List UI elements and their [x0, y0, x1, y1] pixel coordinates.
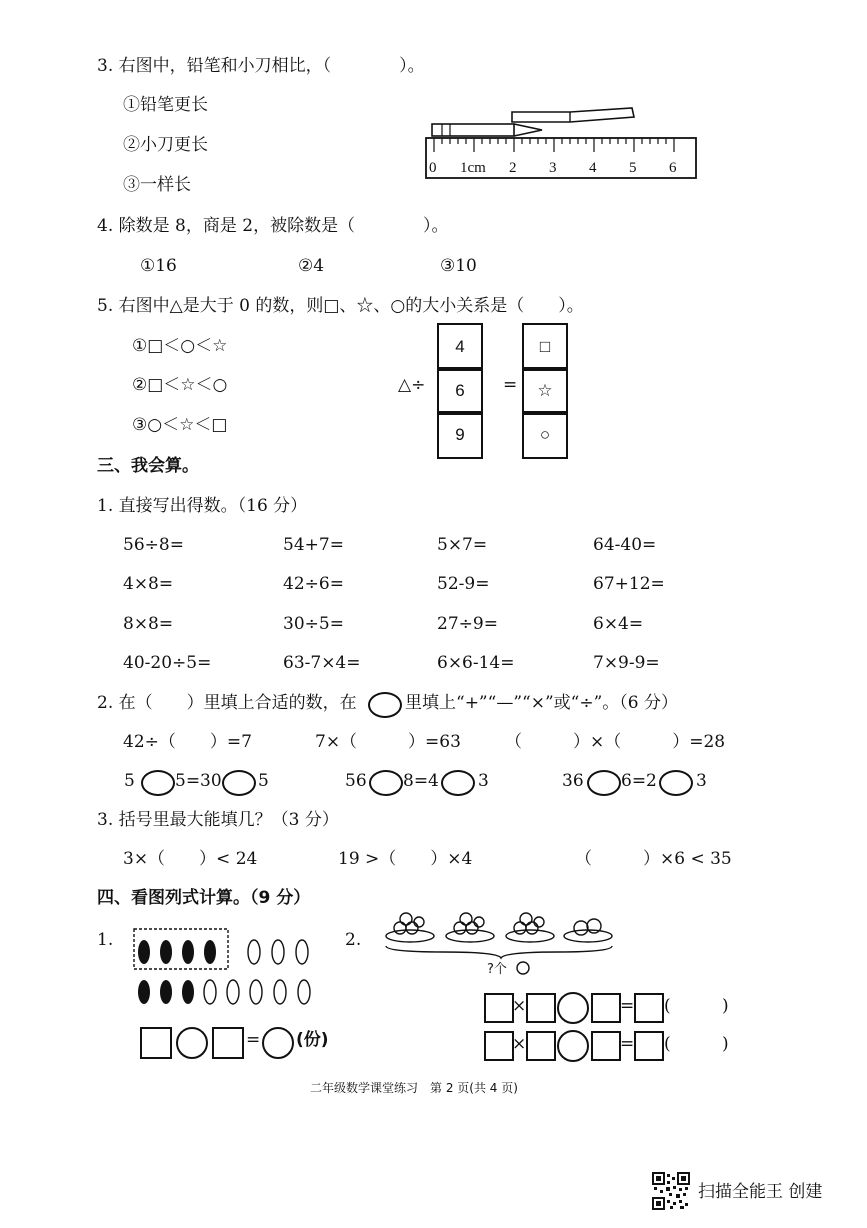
- operator-oval[interactable]: [441, 770, 475, 796]
- ruler-tick-3: 3: [549, 160, 557, 176]
- page-footer: 二年级数学课堂练习 第 2 页(共 4 页): [310, 1081, 518, 1095]
- q5-col2-cell: ○: [522, 411, 568, 459]
- calc-item: 5×7=: [437, 535, 488, 555]
- operator-circle[interactable]: [176, 1027, 208, 1059]
- operator-oval[interactable]: [141, 770, 175, 796]
- q5-option-3: ③○＜☆＜□: [132, 415, 228, 435]
- q5-col2-cell: □: [522, 323, 568, 371]
- q4-option-2: ②4: [298, 256, 325, 276]
- answer-box[interactable]: [591, 993, 621, 1023]
- calc-item: 67+12=: [593, 574, 665, 594]
- answer-box[interactable]: [526, 1031, 556, 1061]
- q5-option-2: ②□＜☆＜○: [132, 375, 228, 395]
- fill-item: 42÷（ ）=7: [123, 732, 252, 752]
- calc-item: 56÷8=: [123, 535, 184, 555]
- sec3-p1-stem: 1. 直接写出得数。（16 分）: [97, 496, 308, 516]
- operator-oval[interactable]: [587, 770, 621, 796]
- answer-box[interactable]: [634, 993, 664, 1023]
- times-sign: ×: [512, 1034, 527, 1054]
- operator-oval[interactable]: [222, 770, 256, 796]
- oval-item-a3: 5: [258, 771, 269, 791]
- section-4-title: 四、看图列式计算。（9 分）: [97, 888, 311, 908]
- q5-col1-cell: 6: [437, 367, 483, 415]
- oval-item-c2: 6=2: [621, 771, 657, 791]
- oval-item-a1: 5: [124, 771, 135, 791]
- sec4-item-2-number: 2.: [345, 930, 362, 950]
- paren-close: ): [722, 996, 729, 1016]
- oval-item-c3: 3: [696, 771, 707, 791]
- answer-box[interactable]: [634, 1031, 664, 1061]
- q5-left-operator: △÷: [398, 375, 426, 395]
- result-circle[interactable]: [262, 1027, 294, 1059]
- calc-item: 6×6-14=: [437, 653, 515, 673]
- apple-count-label: ?个: [487, 962, 507, 977]
- calc-item: 40-20÷5=: [123, 653, 212, 673]
- sec3-p2-stem-a: 2. 在（ ）里填上合适的数，在: [97, 693, 357, 713]
- ruler-tick-1: 1cm: [460, 160, 486, 176]
- equals-sign: =: [246, 1030, 261, 1050]
- max-fill-item: 3×（ ）< 24: [123, 849, 258, 869]
- max-fill-item: （ ）×6 < 35: [575, 849, 732, 869]
- calc-item: 64-40=: [593, 535, 657, 555]
- qr-code-icon: [652, 1172, 690, 1210]
- paren-open: (: [664, 1034, 671, 1054]
- scanner-watermark: 扫描全能王 创建: [698, 1182, 823, 1202]
- unit-label: (份): [296, 1030, 329, 1050]
- fill-item: 7×（ ）=63: [315, 732, 461, 752]
- answer-box[interactable]: [484, 993, 514, 1023]
- q5-equals: =: [503, 375, 518, 395]
- answer-box[interactable]: [140, 1027, 172, 1059]
- operator-circle[interactable]: [557, 1030, 589, 1062]
- calc-item: 54+7=: [283, 535, 344, 555]
- paren-open: (: [664, 996, 671, 1016]
- calc-item: 63-7×4=: [283, 653, 361, 673]
- ruler-tick-4: 4: [589, 160, 597, 176]
- ruler-tick-6: 6: [669, 160, 677, 176]
- operator-oval[interactable]: [659, 770, 693, 796]
- times-sign: ×: [512, 996, 527, 1016]
- q3-option-2: ②小刀更长: [123, 135, 208, 155]
- section-3-title: 三、我会算。: [97, 456, 199, 476]
- q3-option-1: ①铅笔更长: [123, 95, 208, 115]
- pencil-knife-ruler-figure: [420, 100, 700, 185]
- sec3-p2-stem-b: 里填上“+”“—”“×”或“÷”。（6 分）: [405, 693, 678, 713]
- oval-item-b2: 8=4: [403, 771, 439, 791]
- q4-option-3: ③10: [440, 256, 477, 276]
- q4-stem: 4. 除数是 8，商是 2，被除数是（ ）。: [97, 216, 449, 236]
- calc-item: 6×4=: [593, 614, 644, 634]
- operator-circle[interactable]: [557, 992, 589, 1024]
- q5-col2-cell: ☆: [522, 367, 568, 415]
- eggplant-picture: [132, 928, 332, 1010]
- calc-item: 8×8=: [123, 614, 174, 634]
- q3-stem: 3. 右图中，铅笔和小刀相比，（ ）。: [97, 56, 425, 76]
- q5-col1-cell: 9: [437, 411, 483, 459]
- q3-option-3: ③一样长: [123, 175, 191, 195]
- q5-stem: 5. 右图中△是大于 0 的数，则□、☆、○的大小关系是（ ）。: [97, 296, 584, 316]
- equals-sign: =: [620, 996, 635, 1016]
- operator-oval[interactable]: [369, 770, 403, 796]
- answer-box[interactable]: [212, 1027, 244, 1059]
- apple-plates-picture: [383, 910, 623, 980]
- ruler-tick-5: 5: [629, 160, 637, 176]
- oval-item-b1: 56: [345, 771, 367, 791]
- answer-box[interactable]: [484, 1031, 514, 1061]
- sec4-item-1-number: 1.: [97, 930, 114, 950]
- calc-item: 42÷6=: [283, 574, 344, 594]
- calc-item: 27÷9=: [437, 614, 498, 634]
- calc-item: 30÷5=: [283, 614, 344, 634]
- q5-col1-cell: 4: [437, 323, 483, 371]
- answer-box[interactable]: [591, 1031, 621, 1061]
- fill-item: （ ）×（ ）=28: [505, 732, 726, 752]
- operator-oval-example: [368, 692, 402, 718]
- calc-item: 4×8=: [123, 574, 174, 594]
- oval-item-a2: 5=30: [175, 771, 222, 791]
- q5-option-1: ①□＜○＜☆: [132, 336, 228, 356]
- calc-item: 52-9=: [437, 574, 490, 594]
- sec3-p3-stem: 3. 括号里最大能填几？（3 分）: [97, 810, 339, 830]
- answer-box[interactable]: [526, 993, 556, 1023]
- ruler-tick-2: 2: [509, 160, 517, 176]
- max-fill-item: 19 >（ ）×4: [338, 849, 473, 869]
- calc-item: 7×9-9=: [593, 653, 660, 673]
- q4-option-1: ①16: [140, 256, 177, 276]
- paren-close: ): [722, 1034, 729, 1054]
- ruler-tick-0: 0: [429, 160, 437, 176]
- equals-sign: =: [620, 1034, 635, 1054]
- oval-item-b3: 3: [478, 771, 489, 791]
- oval-item-c1: 36: [562, 771, 584, 791]
